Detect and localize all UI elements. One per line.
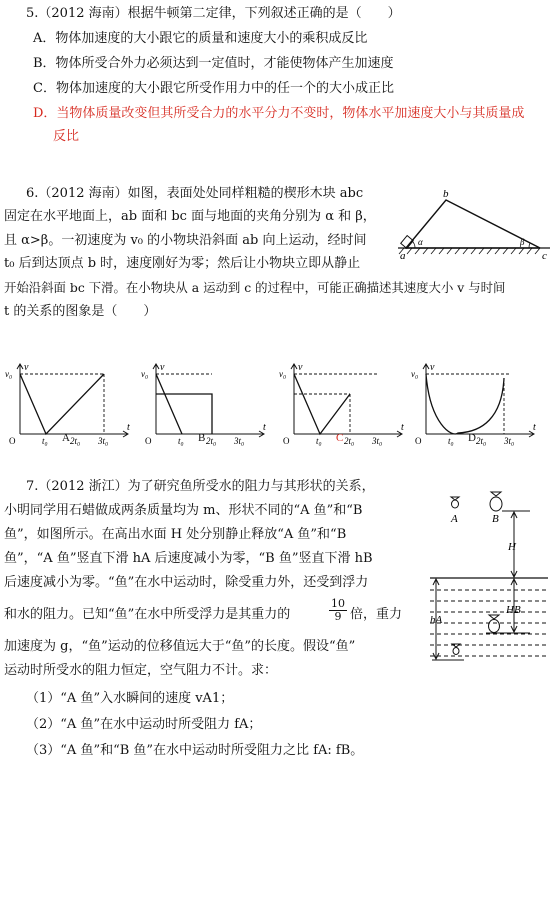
- wedge-label-b: b: [443, 188, 449, 200]
- wedge-figure: [390, 188, 554, 264]
- q7-line-8: 运动时所受水的阻力恒定，空气阻力不计。求：: [4, 663, 278, 678]
- axis-label-v: v: [24, 362, 29, 373]
- wedge-label-a: a: [400, 250, 406, 262]
- q7-sub-3: （3）“A 鱼”和“B 鱼”在水中运动时所受阻力之比 fA: fB。: [26, 743, 364, 758]
- q7-sub-2: （2）“A 鱼”在水中运动时所受阻力 fA；: [26, 717, 262, 732]
- q7-line-4: 鱼”，“A 鱼”竖直下滑 hA 后速度减小为零，“B 鱼”竖直下滑 hB: [4, 551, 373, 566]
- q6-line-1: 6.（2012 海南）如图，表面处处同样粗糙的楔形木块 abc: [26, 186, 364, 201]
- axis-label-t: t: [263, 422, 266, 433]
- fig-label-ha: hA: [430, 614, 443, 626]
- tick-label-t0: t₀: [448, 436, 454, 446]
- tick-label-2t0: 2t₀: [344, 436, 355, 446]
- fig-label-b: B: [492, 513, 499, 525]
- origin-label: O: [283, 436, 290, 446]
- tick-label-3t0: 3t₀: [372, 436, 383, 446]
- origin-label: O: [415, 436, 422, 446]
- q7-line-2: 小明同学用石蜡做成两条质量均为 m、形状不同的“A 鱼”和“B: [4, 503, 363, 518]
- vt-curve: [156, 374, 212, 434]
- q7-line-5: 后速度减小为零。“鱼”在水中运动时，除受重力外，还受到浮力: [4, 575, 369, 590]
- axis-label-v: v: [160, 362, 165, 373]
- q7-line-6: 和水的阻力。已知“鱼”在水中所受浮力是其重力的: [4, 607, 291, 622]
- origin-label: O: [145, 436, 152, 446]
- axis-label-t: t: [533, 422, 536, 433]
- vt-curve: [20, 374, 104, 434]
- q5-option-d-cont: 反比: [53, 129, 80, 144]
- q6-line-6: t 的关系的图象是（ ）: [4, 304, 157, 319]
- wedge-label-beta: β: [520, 237, 525, 247]
- wedge-label-alpha: α: [418, 237, 423, 247]
- q7-fraction-denominator: 9: [334, 610, 342, 623]
- graph-caption-a: A: [62, 432, 70, 444]
- tick-label-3t0: 3t₀: [234, 436, 245, 446]
- vt-curve: [426, 374, 504, 434]
- graph-caption-b: B: [198, 432, 206, 444]
- axis-label-t: t: [127, 422, 130, 433]
- fig-label-h: H: [508, 541, 516, 553]
- q5-stem: 5.（2012 海南）根据牛顿第二定律，下列叙述正确的是（ ）: [26, 6, 401, 21]
- q7-fraction: [329, 598, 347, 623]
- q6-line-4: t₀ 后到达顶点 b 时，速度刚好为零；然后让小物块立即从静止: [4, 256, 361, 271]
- tick-label-2t0: 2t₀: [476, 436, 487, 446]
- fish-a-submerged-icon: [452, 644, 460, 655]
- origin-label: O: [9, 436, 16, 446]
- q6-line-5: 开始沿斜面 bc 下滑。在小物块从 a 运动到 c 的过程中，可能正确描述其速度大小 v 与时间: [4, 280, 506, 295]
- fish-b-icon: [490, 492, 502, 511]
- fish-a-icon: [451, 497, 459, 508]
- tick-label-v0: v₀: [279, 369, 287, 379]
- tick-label-3t0: 3t₀: [504, 436, 515, 446]
- q5-option-d: D．当物体质量改变但其所受合力的水平分力不变时，物体水平加速度大小与其质量成: [33, 106, 525, 121]
- tick-label-2t0: 2t₀: [70, 436, 81, 446]
- graph-caption-c: C: [336, 432, 344, 444]
- fig-label-a: A: [451, 513, 458, 525]
- tick-label-t0: t₀: [42, 436, 48, 446]
- fig-label-hb: HB: [506, 604, 521, 616]
- tick-label-3t0: 3t₀: [98, 436, 109, 446]
- graph-caption-d: D: [468, 432, 476, 444]
- tick-label-t0: t₀: [316, 436, 322, 446]
- q6-line-2: 固定在水平地面上，ab 面和 bc 面与地面的夹角分别为 α 和 β，: [4, 209, 376, 224]
- axis-label-v: v: [298, 362, 303, 373]
- axis-label-v: v: [430, 362, 435, 373]
- fish-b-submerged-icon: [489, 615, 500, 633]
- tick-label-v0: v₀: [141, 369, 149, 379]
- vt-curve: [294, 374, 350, 434]
- tick-label-t0: t₀: [178, 436, 184, 446]
- q5-option-b: B．物体所受合外力必须达到一定值时，才能使物体产生加速度: [33, 56, 394, 71]
- q7-line-3: 鱼”，如图所示。在高出水面 H 处分别静止释放“A 鱼”和“B: [4, 527, 347, 542]
- q7-line-1: 7.（2012 浙江）为了研究鱼所受水的阻力与其形状的关系，: [26, 479, 375, 494]
- fish-figure: [420, 488, 552, 664]
- axis-label-t: t: [401, 422, 404, 433]
- wedge-label-c: c: [542, 250, 547, 262]
- q7-line-7: 加速度为 g，“鱼”运动的位移值远大于“鱼”的长度。假设“鱼”: [4, 639, 356, 654]
- tick-label-v0: v₀: [411, 369, 419, 379]
- q7-sub-1: （1）“A 鱼”入水瞬间的速度 vA1；: [26, 691, 234, 706]
- q6-line-3: 且 α>β。一初速度为 v₀ 的小物块沿斜面 ab 向上运动，经时间: [4, 233, 367, 248]
- tick-label-v0: v₀: [5, 369, 13, 379]
- q5-option-c: C．物体加速度的大小跟它所受作用力中的任一个的大小成正比: [33, 81, 394, 96]
- tick-label-2t0: 2t₀: [206, 436, 217, 446]
- q7-line-6b: 倍，重力: [350, 607, 403, 622]
- q5-option-a: A．物体加速度的大小跟它的质量和速度大小的乘积成反比: [33, 31, 368, 46]
- q7-fraction-numerator: 10: [331, 597, 345, 610]
